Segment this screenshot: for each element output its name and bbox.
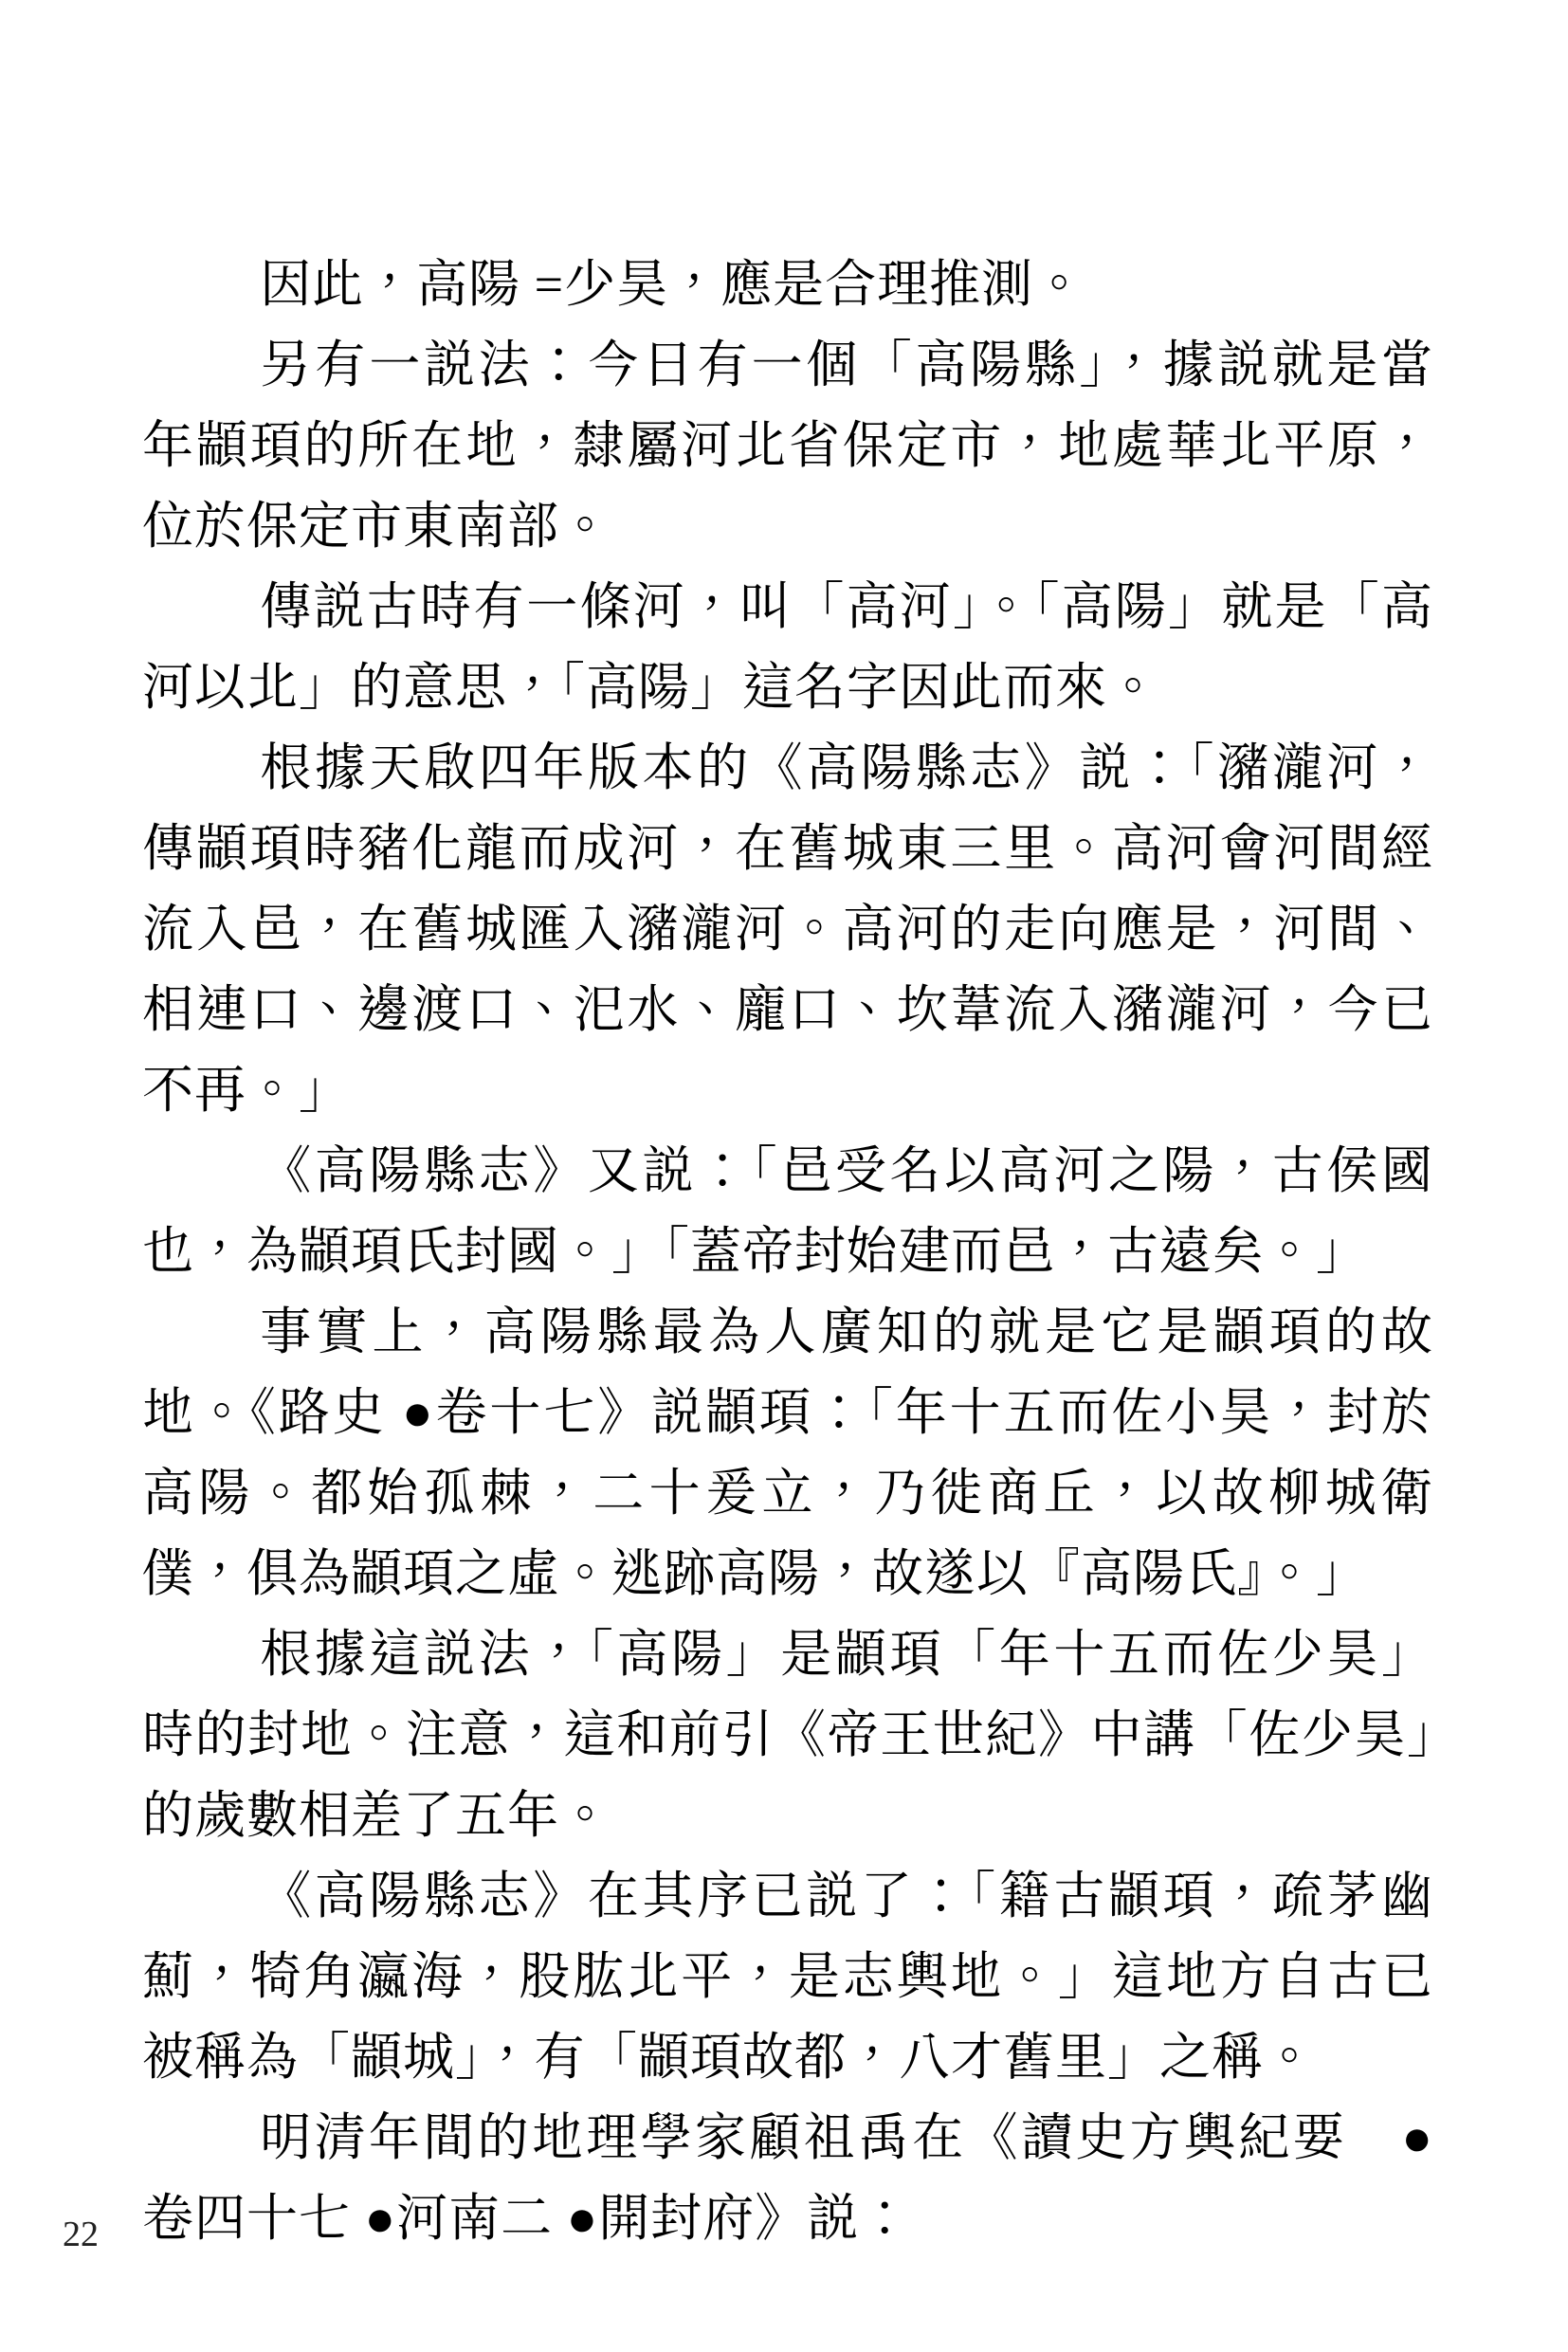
body-text — [142, 245, 1433, 2259]
paragraph-county-gazetteer-river-quote: 根據天啟四年版本的《高陽縣志》説：「瀦瀧河，傳顓頊時豬化龍而成河，在舊城東三里。高河會河間經流入邑，在舊城匯入瀦瀧河。高河的走向應是，河間、相連口、邊渡口、汜水、龐口、坎葦流入瀦瀧河，今已不再。」 — [142, 739, 1433, 1119]
paragraph-gaohe-river-legend: 傳説古時有一條河，叫「高河」。「高陽」就是「高河以北」的意思，「高陽」這名字因此而來。 — [142, 578, 1433, 716]
paragraph-age-discrepancy: 根據這説法，「高陽」是顓頊「年十五而佐少昊」時的封地。注意，這和前引《帝王世紀》中講「佐少昊」的歲數相差了五年。 — [142, 1626, 1433, 1844]
paragraph-county-gazetteer-name-quote: 《高陽縣志》又説：「邑受名以高河之陽，古侯國也，為顓頊氏封國。」「蓋帝封始建而邑，古遠矣。」 — [142, 1142, 1433, 1280]
page-number: 22 — [63, 2215, 99, 2254]
paragraph-conclusion-gaoyang-shaohao: 因此，高陽 =少昊，應是合理推測。 — [260, 256, 1086, 313]
paragraph-gu-zuyu-intro: 明清年間的地理學家顧祖禹在《讀史方輿紀要 ●卷四十七 ●河南二 ●開封府》説： — [142, 2109, 1433, 2247]
paragraph-lushi-quote: 事實上，高陽縣最為人廣知的就是它是顓頊的故地。《路史 ●卷十七》説顓頊：「年十五而佐小昊，封於高陽。都始孤棘，二十爰立，乃徙商丘，以故柳城衛僕，俱為顓頊之虛。逃跡高陽，故遂以『高陽氏』。」 — [142, 1304, 1433, 1602]
paragraph-gazetteer-preface-quote: 《高陽縣志》在其序已説了：「籍古顓頊，疏茅幽薊，犄角瀛海，股肱北平，是志輿地。」這地方自古已被稱為「顓城」，有「顓頊故都，八才舊里」之稱。 — [142, 1868, 1433, 2086]
paragraph-gaoyang-county-location: 另有一説法：今日有一個「高陽縣」，據説就是當年顓頊的所在地，隸屬河北省保定市，地處華北平原，位於保定市東南部。 — [142, 337, 1433, 555]
